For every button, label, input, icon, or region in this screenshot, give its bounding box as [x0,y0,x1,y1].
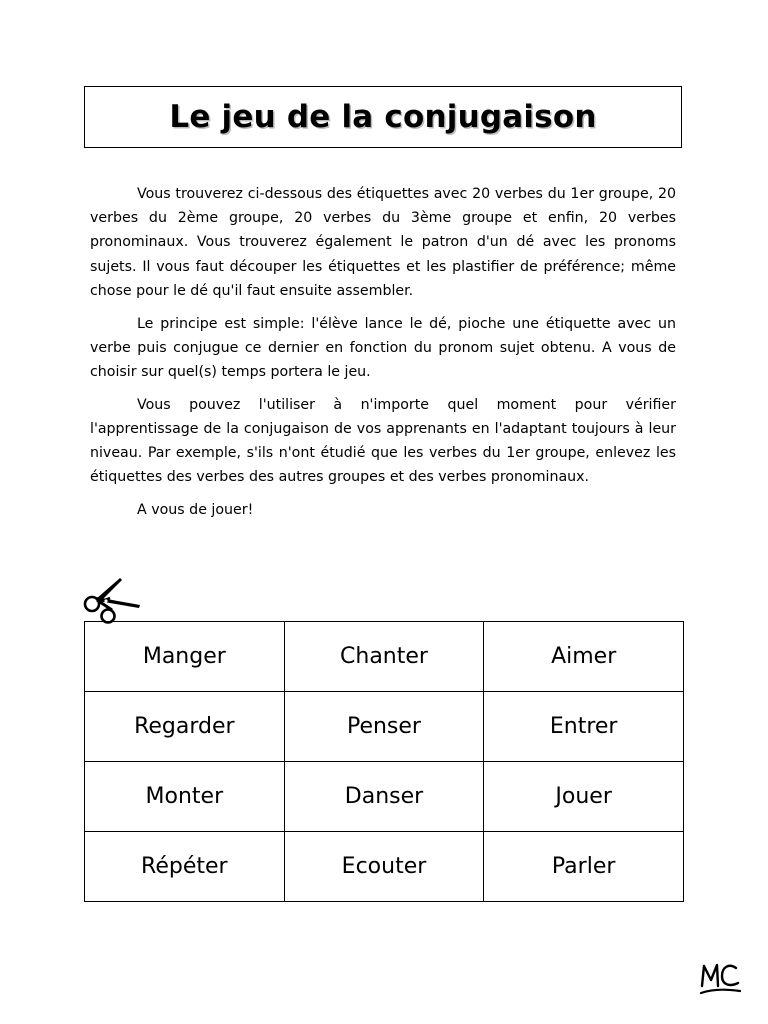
verb-card: Aimer [484,622,684,692]
intro-text [90,182,676,531]
title-box [84,86,682,148]
paragraph-4: A vous de jouer! [137,501,254,518]
verb-card: Penser [284,692,484,762]
verb-card: Regarder [85,692,285,762]
page-title: Le jeu de la conjugaison [169,99,597,135]
signature-icon [698,958,744,998]
table-row [85,692,684,762]
verb-card: Chanter [284,622,484,692]
verb-card: Parler [484,832,684,902]
verb-card: Monter [85,762,285,832]
verb-card: Manger [85,622,285,692]
table-row [85,762,684,832]
table-row [85,832,684,902]
paragraph-2: Le principe est simple: l'élève lance le dé, pioche une étiquette avec un verbe puis conjugue ce dernier en fonction du pronom sujet obtenu. A vous de choisir sur quel(s) temps portera le jeu. [90,315,676,380]
paragraph-1: Vous trouverez ci-dessous des étiquettes avec 20 verbes du 1er groupe, 20 verbes du 2ème groupe, 20 verbes du 3ème groupe et enfin, 20 verbes pronominaux. Vous trouverez également le patron d'un dé avec les pronoms sujets. Il vous faut découper les étiquettes et les plastifier de préférence; même chose pour le dé qu'il faut ensuite assembler. [90,186,676,299]
paragraph-3: Vous pouvez l'utiliser à n'importe quel moment pour vérifier l'apprentissage de la conjugaison de vos apprenants en l'adaptant toujours à leur niveau. Par exemple, s'ils n'ont étudié que les verbes du 1er groupe, enlevez les étiquettes des verbes des autres groupes et des verbes pronominaux. [90,396,676,486]
verb-card: Danser [284,762,484,832]
verb-card: Ecouter [284,832,484,902]
verb-card: Entrer [484,692,684,762]
table-row [85,622,684,692]
verb-card: Répéter [85,832,285,902]
verb-card: Jouer [484,762,684,832]
scissors-icon [82,572,144,624]
verb-table [84,621,684,902]
